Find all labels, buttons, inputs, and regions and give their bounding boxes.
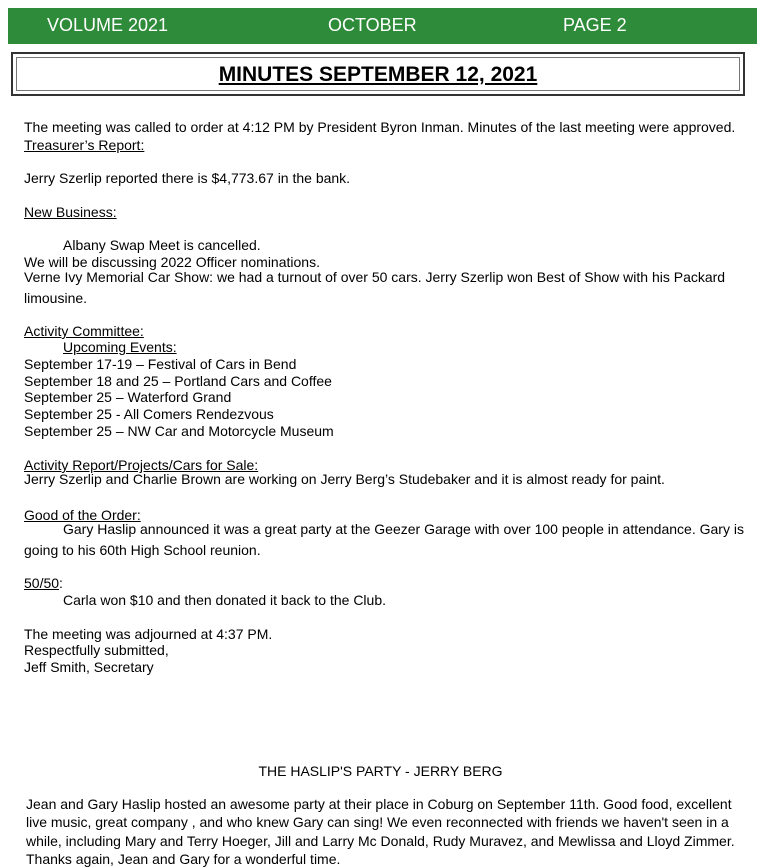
fifty-fifty-colon: : (59, 575, 63, 591)
page-label: PAGE 2 (563, 15, 627, 35)
title-box (11, 52, 745, 96)
activity-report-text: Jerry Szerlip and Charlie Brown are working on Jerry Berg’s Studebaker and it is almost ready for paint. (24, 471, 665, 487)
closing-line: The meeting was adjourned at 4:37 PM. (24, 626, 273, 642)
new-business-item: Verne Ivy Memorial Car Show: we had a turnout of over 50 cars. Jerry Szerlip won Best of Show with his Packard (24, 269, 726, 285)
new-business-heading: New Business: (24, 204, 117, 220)
activity-committee-heading: Activity Committee: (24, 323, 144, 339)
month-label: OCTOBER (328, 15, 417, 35)
article-line: Jean and Gary Haslip hosted an awesome party at their place in Coburg on September 11th. Good food, excellent (26, 796, 732, 812)
event-item: September 17-19 – Festival of Cars in Bend (24, 356, 297, 372)
article-line: while, including Mary and Terry Hoeger, Jill and Larry Mc Donald, Rudy Muravez, and Mewlissa and Lloyd Zimmer. (26, 833, 735, 849)
closing-line: Respectfully submitted, (24, 642, 169, 658)
good-of-order-text: Gary Haslip announced it was a great party at the Geezer Garage with over 100 people in attendance. Gary is (63, 521, 744, 537)
event-item: September 25 – NW Car and Motorcycle Museum (24, 423, 334, 439)
page-title: MINUTES SEPTEMBER 12, 2021 (218, 63, 538, 86)
new-business-item: limousine. (24, 290, 88, 306)
article-line: live music, great company , and who knew Gary can sing! We even reconnected with friends we haven't seen in a (26, 814, 729, 830)
call-to-order-text: The meeting was called to order at 4:12 PM by President Byron Inman. Minutes of the last meeting were approved. (24, 119, 736, 135)
new-business-item: We will be discussing 2022 Officer nominations. (24, 254, 320, 270)
good-of-order-text: going to his 60th High School reunion. (24, 542, 261, 558)
article-line: Thanks again, Jean and Gary for a wonderful time. (26, 851, 341, 867)
activity-report-heading: Activity Report/Projects/Cars for Sale: (24, 457, 259, 473)
article-heading: THE HASLIP'S PARTY - JERRY BERG (258, 763, 503, 779)
good-of-order-heading: Good of the Order: (24, 507, 141, 523)
fifty-fifty-heading-row (24, 575, 63, 592)
event-item: September 18 and 25 – Portland Cars and Coffee (24, 373, 332, 389)
treasurer-heading: Treasurer’s Report: (24, 137, 145, 153)
fifty-fifty-text: Carla won $10 and then donated it back to the Club. (63, 592, 386, 608)
event-item: September 25 - All Comers Rendezvous (24, 406, 274, 422)
upcoming-events-heading: Upcoming Events: (63, 339, 177, 355)
treasurer-text: Jerry Szerlip reported there is $4,773.67 in the bank. (24, 170, 351, 186)
fifty-fifty-heading: 50/50 (24, 575, 60, 591)
header-banner (8, 8, 757, 44)
closing-line: Jeff Smith, Secretary (24, 659, 154, 675)
event-item: September 25 – Waterford Grand (24, 389, 232, 405)
new-business-item: Albany Swap Meet is cancelled. (63, 237, 261, 253)
volume-label: VOLUME 2021 (47, 15, 169, 35)
